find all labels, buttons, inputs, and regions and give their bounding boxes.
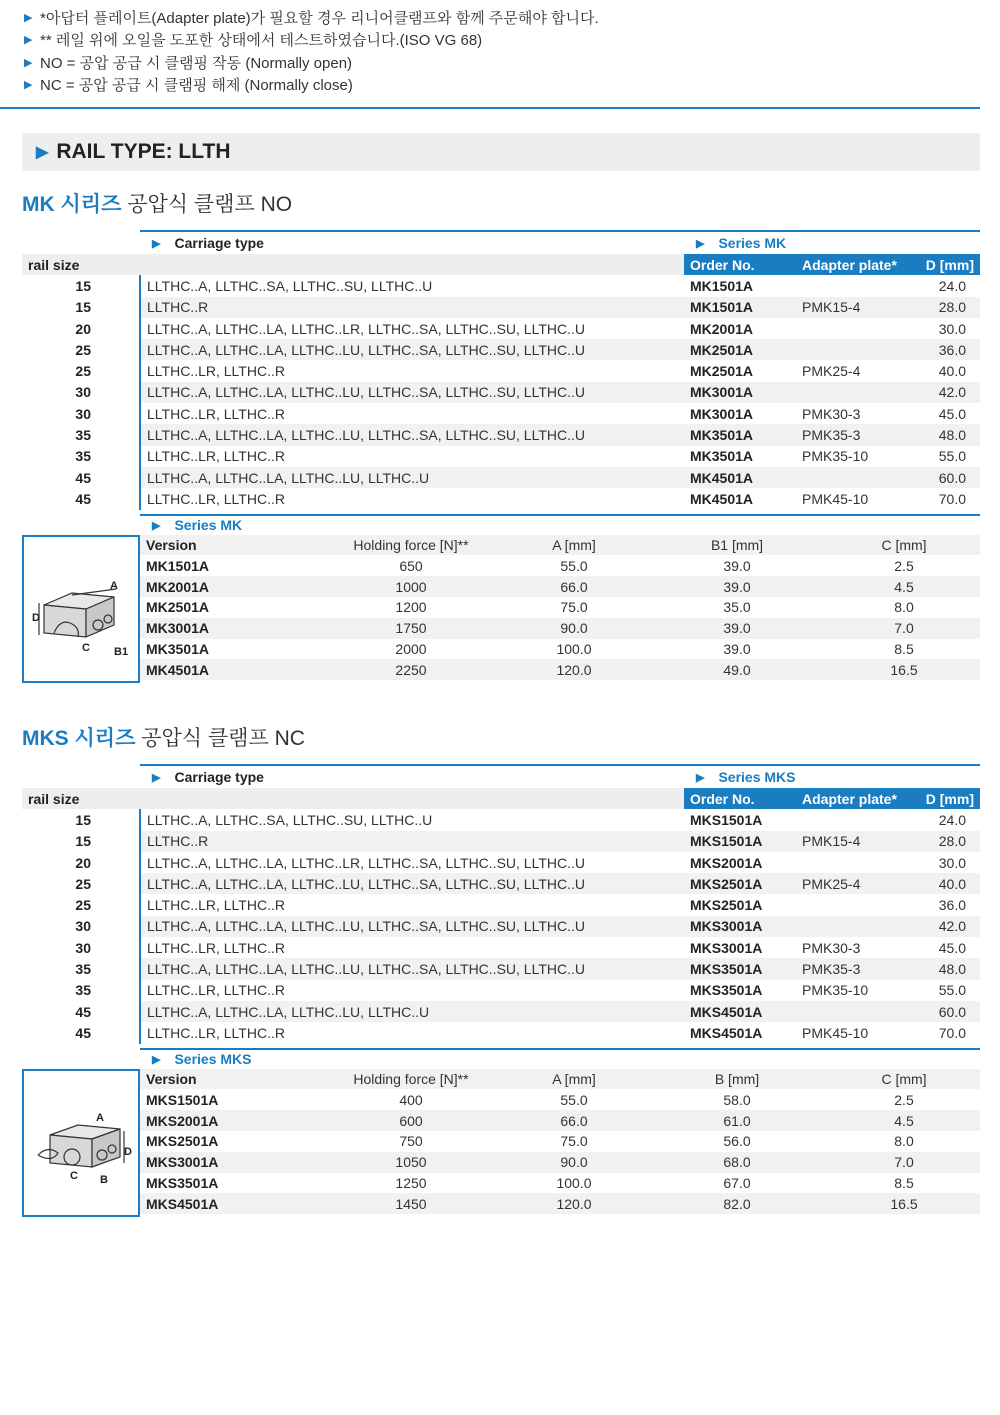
mk-table-top-header	[22, 230, 980, 254]
version-cell: MK3501A	[146, 640, 210, 657]
spec-row	[140, 659, 980, 680]
note-item: ▶ *아답터 플레이트(Adapter plate)가 필요할 경우 리니어클램프와 함께 주문해야 합니다.	[24, 9, 599, 27]
adapter-plate-cell: PMK45-10	[802, 1024, 869, 1041]
spec-row	[140, 1152, 980, 1173]
triangle-bullet-icon: ▶	[36, 144, 49, 161]
a-mm-cell: 66.0	[502, 1110, 646, 1131]
a-mm-cell: 55.0	[560, 1091, 588, 1108]
triangle-bullet-icon: ▶	[152, 519, 161, 532]
rail-size-cell: 15	[22, 297, 140, 318]
spec-header-row: Version Holding force [N]** A [mm] B [mm] C [mm]	[140, 1069, 980, 1090]
table-row	[22, 339, 980, 360]
mks-table-top-header	[22, 764, 980, 788]
rail-size-cell: 30	[22, 937, 140, 958]
order-no-cell: MK2001A	[690, 320, 754, 337]
triangle-bullet-icon: ▶	[152, 1053, 161, 1066]
spec-row	[140, 1193, 980, 1214]
order-no-cell: MK3001A	[690, 405, 754, 422]
c-mm-cell: 2.5	[894, 1091, 914, 1108]
holding-force-cell: 600	[320, 1110, 502, 1131]
version-cell: MKS3001A	[140, 1152, 320, 1173]
spec-row	[140, 639, 980, 660]
order-no-cell: MK2501A	[684, 339, 796, 360]
order-no-cell: MKS3001A	[690, 939, 763, 956]
c-mm-cell: 8.5	[894, 1174, 914, 1191]
b-mm-cell: 49.0	[646, 659, 828, 680]
d-mm-cell: 42.0	[906, 916, 980, 937]
table-row	[22, 894, 980, 915]
version-cell: MK2001A	[140, 576, 320, 597]
order-no-cell: MKS2001A	[690, 854, 763, 871]
table-row	[22, 488, 980, 509]
holding-force-cell: 1750	[320, 618, 502, 639]
adapter-plate-cell: PMK35-10	[802, 982, 869, 999]
order-no-cell: MK1501A	[684, 297, 796, 318]
triangle-bullet-icon: ▶	[24, 56, 33, 69]
rail-size-header: rail size	[22, 254, 140, 275]
a-mm-cell: 75.0	[560, 1133, 588, 1150]
table-row	[22, 1001, 980, 1022]
triangle-bullet-icon: ▶	[24, 79, 33, 92]
b-mm-cell: 67.0	[723, 1174, 751, 1191]
c-mm-cell: 8.0	[894, 1133, 914, 1150]
d-mm-cell: 45.0	[938, 939, 966, 956]
mk-spec-block	[22, 514, 980, 685]
table-row	[22, 297, 980, 318]
b-mm-cell: 39.0	[723, 557, 751, 574]
mks-series-title: MKS 시리즈 공압식 클램프 NC	[22, 727, 305, 750]
triangle-bullet-icon: ▶	[152, 771, 161, 784]
rail-size-cell: 25	[22, 339, 140, 360]
adapter-plate-cell	[796, 382, 906, 403]
carriage-type-header: ▶ Carriage type	[140, 230, 684, 254]
table-row	[22, 446, 980, 467]
mk-series-title: MK 시리즈 공압식 클램프 NO	[22, 193, 293, 216]
mk-table-block	[22, 230, 980, 685]
c-mm-cell: 4.5	[828, 1110, 980, 1131]
adapter-plate-cell: PMK30-3	[802, 405, 861, 422]
adapter-plate-cell	[796, 916, 906, 937]
adapter-plate-cell	[796, 894, 906, 915]
carriage-type-cell: LLTHC..R	[140, 297, 684, 318]
a-mm-cell: 66.0	[502, 576, 646, 597]
b-mm-cell: 39.0	[646, 576, 828, 597]
rail-size-cell: 30	[22, 382, 140, 403]
order-no-header: Order No.	[684, 788, 796, 809]
d-mm-cell: 42.0	[906, 382, 980, 403]
carriage-type-cell: LLTHC..A, LLTHC..SA, LLTHC..SU, LLTHC..U	[147, 277, 433, 294]
order-no-cell: MKS3501A	[684, 958, 796, 979]
adapter-plate-cell	[796, 318, 906, 339]
adapter-plate-cell	[796, 467, 906, 488]
table-row	[22, 831, 980, 852]
order-no-cell: MKS2501A	[690, 897, 763, 914]
spec-row	[140, 1131, 980, 1152]
rail-size-cell: 15	[22, 809, 140, 830]
adapter-plate-cell	[796, 275, 906, 296]
rail-size-cell: 45	[22, 467, 140, 488]
order-no-cell: MK3501A	[690, 448, 754, 465]
series-header: ▶ Series MKS	[684, 764, 980, 788]
spec-row	[140, 618, 980, 639]
carriage-type-cell: LLTHC..A, LLTHC..LA, LLTHC..LU, LLTHC..SA, LLTHC..SU, LLTHC..U	[140, 873, 684, 894]
table-row	[22, 958, 980, 979]
c-mm-cell: 8.5	[894, 640, 914, 657]
b-mm-cell: 35.0	[723, 599, 751, 616]
spec-header-row: Version Holding force [N]** A [mm] B1 [mm] C [mm]	[140, 535, 980, 556]
version-cell: MK4501A	[140, 659, 320, 680]
rail-size-cell: 35	[22, 958, 140, 979]
c-mm-cell: 16.5	[828, 659, 980, 680]
clamp-drawing-icon	[24, 1071, 138, 1215]
adapter-plate-cell	[796, 1001, 906, 1022]
d-mm-cell: 55.0	[938, 448, 966, 465]
order-no-cell: MK3501A	[684, 424, 796, 445]
a-mm-cell: 120.0	[502, 1193, 646, 1214]
table-row	[22, 937, 980, 958]
d-mm-cell: 24.0	[938, 811, 966, 828]
note-item: ▶ ** 레일 위에 오일을 도포한 상태에서 테스트하였습니다.(ISO VG 68)	[24, 32, 483, 50]
rail-size-cell: 25	[22, 360, 140, 381]
a-mm-cell: 90.0	[502, 1152, 646, 1173]
carriage-type-cell: LLTHC..A, LLTHC..LA, LLTHC..LU, LLTHC..SA, LLTHC..SU, LLTHC..U	[140, 382, 684, 403]
carriage-type-cell: LLTHC..A, LLTHC..LA, LLTHC..LR, LLTHC..SA, LLTHC..SU, LLTHC..U	[147, 854, 585, 871]
spec-row	[140, 1110, 980, 1131]
order-no-cell: MKS1501A	[684, 831, 796, 852]
table-row	[22, 382, 980, 403]
table-row	[22, 360, 980, 381]
clamp-drawing-icon	[24, 537, 138, 681]
c-mm-cell: 4.5	[828, 576, 980, 597]
holding-force-cell: 1450	[320, 1193, 502, 1214]
c-mm-cell: 16.5	[828, 1193, 980, 1214]
carriage-type-cell: LLTHC..R	[140, 831, 684, 852]
holding-force-cell: 650	[399, 557, 423, 574]
spec-row	[140, 597, 980, 618]
holding-force-cell: 400	[399, 1091, 423, 1108]
version-cell: MKS2501A	[146, 1133, 219, 1150]
triangle-bullet-icon: ▶	[24, 34, 33, 47]
spec-row	[140, 576, 980, 597]
b-mm-cell: 56.0	[723, 1133, 751, 1150]
version-cell: MK2501A	[146, 599, 210, 616]
d-mm-cell: 30.0	[938, 320, 966, 337]
table-row	[22, 424, 980, 445]
d-mm-cell: 30.0	[938, 854, 966, 871]
d-mm-cell: 48.0	[906, 424, 980, 445]
spec-row	[140, 555, 980, 576]
mk-spec-table	[140, 535, 980, 681]
adapter-plate-cell: PMK15-4	[796, 297, 906, 318]
rail-type-title: RAIL TYPE: LLTH	[56, 140, 231, 163]
order-no-header: Order No.	[684, 254, 796, 275]
b-mm-cell: 61.0	[646, 1110, 828, 1131]
table-row	[22, 275, 980, 296]
b-mm-cell: 39.0	[723, 640, 751, 657]
notes-list	[24, 6, 599, 96]
a-mm-cell: 100.0	[556, 1174, 592, 1191]
spec-series-header: ▶ Series MKS	[140, 1048, 980, 1069]
rail-type-banner	[22, 133, 980, 171]
mk-clamp-drawing	[22, 535, 140, 683]
spec-series-header: ▶ Series MK	[140, 514, 980, 535]
order-no-cell: MKS4501A	[690, 1024, 763, 1041]
b-mm-cell: 39.0	[646, 618, 828, 639]
rail-size-cell: 45	[22, 1001, 140, 1022]
holding-force-cell: 2000	[395, 640, 427, 657]
adapter-plate-cell: PMK25-4	[802, 363, 861, 380]
order-no-cell: MK4501A	[690, 490, 754, 507]
carriage-type-cell: LLTHC..LR, LLTHC..R	[147, 939, 285, 956]
drawing-label-a: A	[96, 1111, 104, 1124]
order-no-cell: MKS4501A	[684, 1001, 796, 1022]
d-mm-cell: 45.0	[938, 405, 966, 422]
carriage-type-header: ▶ Carriage type	[140, 764, 684, 788]
rail-size-header: rail size	[22, 788, 140, 809]
table-row	[22, 467, 980, 488]
adapter-plate-cell: PMK25-4	[796, 873, 906, 894]
version-cell: MK3001A	[140, 618, 320, 639]
carriage-type-cell: LLTHC..LR, LLTHC..R	[147, 490, 285, 507]
d-mm-cell: 48.0	[906, 958, 980, 979]
mks-table-block	[22, 764, 980, 1219]
note-item: ▶ NO = 공압 공급 시 클램핑 작동 (Normally open)	[24, 54, 353, 72]
adapter-plate-cell: PMK45-10	[802, 490, 869, 507]
rail-size-cell: 45	[22, 1022, 140, 1043]
carriage-type-cell: LLTHC..A, LLTHC..LA, LLTHC..LU, LLTHC..U	[140, 467, 684, 488]
table-row	[22, 809, 980, 830]
holding-force-cell: 1050	[320, 1152, 502, 1173]
adapter-plate-cell: PMK35-3	[796, 958, 906, 979]
adapter-plate-cell: PMK30-3	[802, 939, 861, 956]
carriage-type-cell: LLTHC..LR, LLTHC..R	[147, 363, 285, 380]
version-cell: MKS3501A	[146, 1174, 219, 1191]
drawing-label-c: C	[82, 641, 90, 654]
d-mm-cell: 40.0	[938, 363, 966, 380]
order-no-cell: MKS1501A	[690, 811, 763, 828]
triangle-bullet-icon: ▶	[24, 11, 33, 24]
adapter-plate-cell: PMK35-3	[796, 424, 906, 445]
order-no-cell: MKS3001A	[684, 916, 796, 937]
version-cell: MKS2001A	[140, 1110, 320, 1131]
adapter-plate-cell	[796, 852, 906, 873]
adapter-plate-cell: PMK35-10	[802, 448, 869, 465]
carriage-type-cell: LLTHC..A, LLTHC..LA, LLTHC..LU, LLTHC..SA, LLTHC..SU, LLTHC..U	[140, 916, 684, 937]
c-mm-cell: 8.0	[894, 599, 914, 616]
adapter-plate-cell: PMK15-4	[796, 831, 906, 852]
d-mm-cell: 28.0	[906, 297, 980, 318]
triangle-bullet-icon: ▶	[152, 237, 161, 250]
triangle-bullet-icon: ▶	[696, 237, 705, 250]
d-mm-cell: 60.0	[906, 1001, 980, 1022]
a-mm-cell: 90.0	[502, 618, 646, 639]
rail-size-cell: 45	[22, 488, 140, 509]
rail-size-cell: 35	[22, 424, 140, 445]
spec-row	[140, 1173, 980, 1194]
d-mm-cell: 60.0	[906, 467, 980, 488]
mks-spec-block	[22, 1048, 980, 1219]
a-mm-cell: 100.0	[556, 640, 592, 657]
carriage-type-cell: LLTHC..A, LLTHC..LA, LLTHC..LU, LLTHC..SA, LLTHC..SU, LLTHC..U	[140, 424, 684, 445]
rail-size-cell: 35	[22, 980, 140, 1001]
notes-divider	[0, 107, 980, 109]
d-mm-header: D [mm]	[906, 788, 980, 809]
carriage-type-cell: LLTHC..A, LLTHC..SA, LLTHC..SU, LLTHC..U	[147, 811, 433, 828]
c-mm-cell: 2.5	[894, 557, 914, 574]
holding-force-cell: 750	[399, 1133, 423, 1150]
version-cell: MK1501A	[146, 557, 210, 574]
holding-force-cell: 1000	[320, 576, 502, 597]
b-mm-cell: 82.0	[646, 1193, 828, 1214]
adapter-plate-header: Adapter plate*	[796, 254, 906, 275]
rail-size-cell: 30	[22, 403, 140, 424]
order-no-cell: MKS2501A	[684, 873, 796, 894]
d-mm-cell: 24.0	[938, 277, 966, 294]
order-no-cell: MK1501A	[690, 277, 754, 294]
table-row	[22, 1022, 980, 1043]
triangle-bullet-icon: ▶	[696, 771, 705, 784]
table-header-row	[22, 788, 980, 809]
mks-clamp-drawing	[22, 1069, 140, 1217]
order-no-cell: MK2501A	[690, 363, 754, 380]
b-mm-cell: 58.0	[723, 1091, 751, 1108]
c-mm-cell: 7.0	[828, 618, 980, 639]
series-header: ▶ Series MK	[684, 230, 980, 254]
table-row	[22, 318, 980, 339]
carriage-type-cell: LLTHC..LR, LLTHC..R	[147, 405, 285, 422]
a-mm-cell: 55.0	[560, 557, 588, 574]
drawing-label-c: C	[70, 1169, 78, 1182]
table-header-row	[22, 254, 980, 275]
d-mm-cell: 40.0	[906, 873, 980, 894]
adapter-plate-cell	[796, 809, 906, 830]
rail-size-cell: 20	[22, 318, 140, 339]
b-mm-cell: 68.0	[646, 1152, 828, 1173]
carriage-type-cell: LLTHC..LR, LLTHC..R	[147, 448, 285, 465]
rail-size-cell: 25	[22, 894, 140, 915]
d-mm-cell: 36.0	[906, 339, 980, 360]
a-mm-cell: 120.0	[502, 659, 646, 680]
drawing-label-a: A	[110, 579, 118, 592]
mk-order-table	[22, 254, 981, 510]
order-no-cell: MK3001A	[684, 382, 796, 403]
rail-size-cell: 20	[22, 852, 140, 873]
d-mm-cell: 55.0	[938, 982, 966, 999]
spec-row	[140, 1089, 980, 1110]
order-no-cell: MK4501A	[684, 467, 796, 488]
drawing-label-b: B	[100, 1173, 108, 1186]
rail-size-cell: 15	[22, 831, 140, 852]
carriage-type-cell: LLTHC..LR, LLTHC..R	[147, 897, 285, 914]
holding-force-cell: 1250	[395, 1174, 427, 1191]
mks-spec-table	[140, 1069, 980, 1215]
note-item: ▶ NC = 공압 공급 시 클램핑 해제 (Normally close)	[24, 77, 353, 95]
drawing-label-d: D	[32, 611, 40, 624]
carriage-type-cell: LLTHC..A, LLTHC..LA, LLTHC..LU, LLTHC..U	[140, 1001, 684, 1022]
table-row	[22, 980, 980, 1001]
rail-size-cell: 25	[22, 873, 140, 894]
table-row	[22, 916, 980, 937]
order-no-cell: MKS3501A	[690, 982, 763, 999]
drawing-label-d: D	[124, 1145, 132, 1158]
rail-size-cell: 35	[22, 446, 140, 467]
carriage-type-cell: LLTHC..LR, LLTHC..R	[147, 982, 285, 999]
drawing-label-b: B1	[114, 645, 129, 658]
d-mm-cell: 36.0	[938, 897, 966, 914]
holding-force-cell: 1200	[395, 599, 427, 616]
carriage-type-cell: LLTHC..LR, LLTHC..R	[147, 1024, 285, 1041]
a-mm-cell: 75.0	[560, 599, 588, 616]
carriage-type-cell: LLTHC..A, LLTHC..LA, LLTHC..LU, LLTHC..SA, LLTHC..SU, LLTHC..U	[140, 339, 684, 360]
version-cell: MKS1501A	[146, 1091, 219, 1108]
carriage-type-cell: LLTHC..A, LLTHC..LA, LLTHC..LU, LLTHC..SA, LLTHC..SU, LLTHC..U	[140, 958, 684, 979]
d-mm-header: D [mm]	[906, 254, 980, 275]
carriage-type-cell: LLTHC..A, LLTHC..LA, LLTHC..LR, LLTHC..SA, LLTHC..SU, LLTHC..U	[147, 320, 585, 337]
mks-order-table	[22, 788, 981, 1044]
adapter-plate-header: Adapter plate*	[796, 788, 906, 809]
holding-force-cell: 2250	[320, 659, 502, 680]
d-mm-cell: 70.0	[938, 490, 966, 507]
adapter-plate-cell	[796, 339, 906, 360]
d-mm-cell: 70.0	[938, 1024, 966, 1041]
d-mm-cell: 28.0	[906, 831, 980, 852]
table-row	[22, 403, 980, 424]
version-cell: MKS4501A	[140, 1193, 320, 1214]
table-row	[22, 852, 980, 873]
c-mm-cell: 7.0	[828, 1152, 980, 1173]
rail-size-cell: 30	[22, 916, 140, 937]
table-row	[22, 873, 980, 894]
rail-size-cell: 15	[22, 275, 140, 296]
